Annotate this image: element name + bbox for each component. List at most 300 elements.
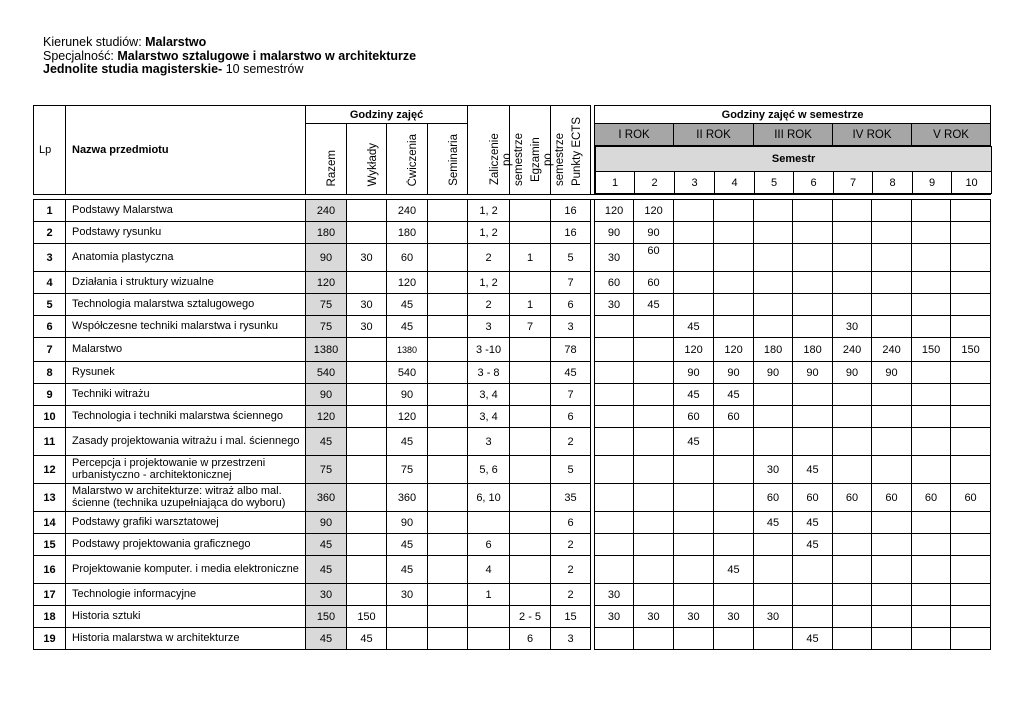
semester-hours-3 — [674, 534, 714, 556]
semester-hours-7 — [833, 512, 872, 534]
semester-hours-4 — [714, 294, 754, 316]
hours-total: 90 — [306, 512, 347, 534]
hours-exercises — [387, 606, 428, 628]
subject-name: Technologia i techniki malarstwa ściennego — [66, 406, 306, 428]
hours-lectures: 30 — [347, 244, 387, 272]
hours-lectures: 30 — [347, 316, 387, 338]
semester-hours-7: 240 — [833, 338, 872, 362]
semester-number-10: 10 — [952, 172, 992, 194]
semester-hours-4: 45 — [714, 384, 754, 406]
credit-semester — [468, 628, 510, 650]
row-number: 11 — [34, 428, 66, 456]
semester-hours-6 — [793, 294, 833, 316]
ects-points: 35 — [551, 484, 591, 512]
semester-hours-9 — [912, 584, 951, 606]
year-2-header: II ROK — [674, 124, 754, 146]
subject-name: Podstawy Malarstwa — [66, 200, 306, 222]
hours-total: 45 — [306, 556, 347, 584]
semestr-label: Semestr — [596, 147, 992, 172]
hours-total: 45 — [306, 534, 347, 556]
ects-points: 16 — [551, 222, 591, 244]
hours-total: 90 — [306, 244, 347, 272]
row-number: 17 — [34, 584, 66, 606]
table-row — [34, 456, 991, 484]
credit-semester: 3, 4 — [468, 406, 510, 428]
table-row — [34, 222, 991, 244]
semester-hours-2 — [634, 628, 674, 650]
hours-exercises — [387, 628, 428, 650]
hours-exercises: 540 — [387, 362, 428, 384]
hours-exercises: 180 — [387, 222, 428, 244]
semester-hours-5 — [754, 428, 793, 456]
semester-hours-5 — [754, 272, 793, 294]
table-row — [34, 316, 991, 338]
ects-points: 5 — [551, 456, 591, 484]
semester-number-8: 8 — [873, 172, 913, 194]
semester-hours-3 — [674, 556, 714, 584]
hours-exercises: 60 — [387, 244, 428, 272]
wyklady-header — [347, 124, 387, 195]
semester-hours-9 — [912, 272, 951, 294]
row-number: 6 — [34, 316, 66, 338]
row-number: 18 — [34, 606, 66, 628]
semester-hours-5 — [754, 244, 793, 272]
semester-hours-5: 180 — [754, 338, 793, 362]
seminaria-label: Seminaria — [447, 134, 460, 186]
semester-hours-10 — [951, 244, 991, 272]
hours-lectures — [347, 556, 387, 584]
ects-points: 7 — [551, 272, 591, 294]
semester-hours-6: 45 — [793, 628, 833, 650]
row-number: 13 — [34, 484, 66, 512]
ects-points: 3 — [551, 628, 591, 650]
semester-hours-3: 120 — [674, 338, 714, 362]
semester-hours-3 — [674, 244, 714, 272]
wyklady-label: Wykłady — [366, 142, 379, 186]
semester-hours-1: 90 — [595, 222, 634, 244]
semester-hours-4 — [714, 200, 754, 222]
razem-header — [306, 124, 347, 195]
semester-hours-3 — [674, 628, 714, 650]
semester-hours-6 — [793, 428, 833, 456]
semester-hours-4 — [714, 484, 754, 512]
semester-hours-2: 90 — [634, 222, 674, 244]
lp-header: Lp — [34, 106, 66, 195]
semester-hours-7 — [833, 456, 872, 484]
semester-hours-5 — [754, 406, 793, 428]
semester-hours-7 — [833, 384, 872, 406]
semester-hours-7 — [833, 628, 872, 650]
semester-hours-10 — [951, 200, 991, 222]
hours-exercises: 1380 — [387, 338, 428, 362]
semester-hours-3 — [674, 272, 714, 294]
semester-hours-10 — [951, 406, 991, 428]
semester-hours-1 — [595, 338, 634, 362]
hours-exercises: 45 — [387, 294, 428, 316]
year-5-header: V ROK — [912, 124, 991, 146]
subject-name: Podstawy projektowania graficznego — [66, 534, 306, 556]
credit-semester: 3 -10 — [468, 338, 510, 362]
hours-lectures — [347, 272, 387, 294]
semester-hours-5: 60 — [754, 484, 793, 512]
semester-hours-6 — [793, 316, 833, 338]
semester-hours-9 — [912, 512, 951, 534]
semester-hours-5: 30 — [754, 456, 793, 484]
hours-seminars — [428, 272, 468, 294]
semester-number-2: 2 — [635, 172, 675, 194]
semester-hours-4: 45 — [714, 556, 754, 584]
semester-hours-7: 60 — [833, 484, 872, 512]
ects-points: 6 — [551, 294, 591, 316]
semester-hours-6 — [793, 384, 833, 406]
hours-lectures — [347, 338, 387, 362]
semester-hours-2 — [634, 456, 674, 484]
ects-points: 15 — [551, 606, 591, 628]
semester-hours-8 — [872, 512, 912, 534]
semester-hours-9 — [912, 406, 951, 428]
table-row — [34, 294, 991, 316]
ects-points: 2 — [551, 556, 591, 584]
hours-lectures: 150 — [347, 606, 387, 628]
semester-number-6: 6 — [794, 172, 834, 194]
semester-hours-10 — [951, 606, 991, 628]
semester-number-9: 9 — [913, 172, 952, 194]
hours-total: 90 — [306, 384, 347, 406]
semester-hours-5 — [754, 628, 793, 650]
credit-semester: 6, 10 — [468, 484, 510, 512]
semester-hours-8 — [872, 534, 912, 556]
semester-hours-6 — [793, 200, 833, 222]
semester-hours-7 — [833, 534, 872, 556]
semester-hours-7 — [833, 584, 872, 606]
semester-hours-7: 90 — [833, 362, 872, 384]
table-row — [34, 556, 991, 584]
row-number: 2 — [34, 222, 66, 244]
subject-name: Działania i struktury wizualne — [66, 272, 306, 294]
semester-hours-10 — [951, 222, 991, 244]
semester-hours-8 — [872, 272, 912, 294]
semester-hours-8 — [872, 316, 912, 338]
semester-hours-1 — [595, 384, 634, 406]
exam-semester — [510, 272, 551, 294]
hours-lectures: 45 — [347, 628, 387, 650]
hours-exercises: 240 — [387, 200, 428, 222]
semester-number-5: 5 — [755, 172, 794, 194]
semester-hours-10 — [951, 428, 991, 456]
row-number: 8 — [34, 362, 66, 384]
semester-hours-4 — [714, 534, 754, 556]
semester-hours-9 — [912, 606, 951, 628]
exam-semester — [510, 512, 551, 534]
hours-lectures — [347, 584, 387, 606]
semester-hours-3 — [674, 584, 714, 606]
hours-seminars — [428, 244, 468, 272]
semester-hours-2 — [634, 484, 674, 512]
semester-hours-4: 30 — [714, 606, 754, 628]
credit-semester: 3 — [468, 316, 510, 338]
semester-hours-6: 60 — [793, 484, 833, 512]
credit-semester: 1, 2 — [468, 272, 510, 294]
credit-semester: 1 — [468, 584, 510, 606]
table-row — [34, 244, 991, 272]
hours-total: 45 — [306, 628, 347, 650]
subject-name: Historia sztuki — [66, 606, 306, 628]
semester-hours-5: 90 — [754, 362, 793, 384]
semester-hours-1 — [595, 456, 634, 484]
hours-seminars — [428, 606, 468, 628]
semester-hours-9 — [912, 294, 951, 316]
hours-seminars — [428, 362, 468, 384]
semester-hours-9 — [912, 200, 951, 222]
semester-hours-3 — [674, 200, 714, 222]
ects-points: 5 — [551, 244, 591, 272]
subject-name: Technologia malarstwa sztalugowego — [66, 294, 306, 316]
subject-name: Techniki witrażu — [66, 384, 306, 406]
ects-points: 3 — [551, 316, 591, 338]
semester-hours-3: 30 — [674, 606, 714, 628]
credit-semester — [468, 606, 510, 628]
hours-exercises: 75 — [387, 456, 428, 484]
ects-points: 6 — [551, 512, 591, 534]
hours-seminars — [428, 406, 468, 428]
semester-hours-4 — [714, 628, 754, 650]
table-row — [34, 606, 991, 628]
semester-hours-1 — [595, 406, 634, 428]
semester-hours-10 — [951, 272, 991, 294]
semester-hours-3: 45 — [674, 316, 714, 338]
subject-name-header: Nazwa przedmiotu — [66, 106, 306, 195]
semester-hours-4 — [714, 428, 754, 456]
specialty — [43, 50, 416, 64]
table-row — [34, 428, 991, 456]
table-row — [34, 200, 991, 222]
semester-hours-1: 30 — [595, 294, 634, 316]
hours-exercises: 90 — [387, 384, 428, 406]
exam-semester — [510, 484, 551, 512]
subject-name: Podstawy rysunku — [66, 222, 306, 244]
row-number: 4 — [34, 272, 66, 294]
egzamin-label: Egzamin po semestrze — [530, 132, 567, 186]
semester-hours-2: 60 — [634, 244, 674, 272]
hours-lectures — [347, 456, 387, 484]
subject-name: Malarstwo w architekturze: witraż albo mal. ścienne (technika uzupełniająca do wyboru) — [66, 484, 306, 512]
exam-semester: 6 — [510, 628, 551, 650]
field-of-study-value: Malarstwo — [145, 35, 207, 49]
hours-lectures — [347, 222, 387, 244]
semester-hours-header: Godziny zajęć w semestrze — [595, 106, 991, 124]
semester-hours-2 — [634, 584, 674, 606]
hours-lectures — [347, 534, 387, 556]
subject-name: Współczesne techniki malarstwa i rysunku — [66, 316, 306, 338]
document-header — [43, 36, 416, 77]
semester-hours-5: 30 — [754, 606, 793, 628]
ects-points: 6 — [551, 406, 591, 428]
credit-semester: 6 — [468, 534, 510, 556]
table-row — [34, 628, 991, 650]
credit-semester: 2 — [468, 294, 510, 316]
semester-hours-5: 45 — [754, 512, 793, 534]
study-type-label: Jednolite studia magisterskie- — [43, 62, 223, 76]
hours-seminars — [428, 556, 468, 584]
semester-number-4: 4 — [715, 172, 755, 194]
semester-hours-6 — [793, 272, 833, 294]
semester-hours-8: 90 — [872, 362, 912, 384]
semester-hours-9 — [912, 244, 951, 272]
razem-label: Razem — [326, 149, 338, 186]
semester-hours-9 — [912, 456, 951, 484]
seminaria-header — [428, 124, 468, 195]
table-row — [34, 584, 991, 606]
zaliczenie-header — [468, 106, 525, 195]
semester-hours-6 — [793, 244, 833, 272]
semester-hours-5 — [754, 384, 793, 406]
semester-hours-2 — [634, 384, 674, 406]
semester-hours-4: 60 — [714, 406, 754, 428]
exam-semester: 2 - 5 — [510, 606, 551, 628]
hours-seminars — [428, 534, 468, 556]
ects-points: 7 — [551, 384, 591, 406]
semester-hours-9 — [912, 628, 951, 650]
exam-semester — [510, 556, 551, 584]
egzamin-header — [510, 106, 567, 195]
semester-hours-5 — [754, 316, 793, 338]
semester-hours-2 — [634, 362, 674, 384]
semester-hours-10 — [951, 534, 991, 556]
hours-total: 150 — [306, 606, 347, 628]
semester-hours-1 — [595, 534, 634, 556]
year-4-header: IV ROK — [833, 124, 912, 146]
semester-hours-8 — [872, 606, 912, 628]
semester-hours-4 — [714, 316, 754, 338]
semester-number-3: 3 — [675, 172, 715, 194]
subject-name: Podstawy grafiki warsztatowej — [66, 512, 306, 534]
semester-hours-2 — [634, 338, 674, 362]
row-number: 15 — [34, 534, 66, 556]
semester-hours-5 — [754, 222, 793, 244]
hours-seminars — [428, 222, 468, 244]
semester-hours-6: 180 — [793, 338, 833, 362]
semester-hours-1: 120 — [595, 200, 634, 222]
credit-semester: 3 - 8 — [468, 362, 510, 384]
semester-hours-9 — [912, 222, 951, 244]
credit-semester: 3 — [468, 428, 510, 456]
semester-hours-8 — [872, 628, 912, 650]
ects-label: Punkty ECTS — [570, 116, 583, 186]
semester-hours-2 — [634, 316, 674, 338]
row-number: 5 — [34, 294, 66, 316]
hours-total: 120 — [306, 272, 347, 294]
semester-hours-7 — [833, 272, 872, 294]
semester-hours-1 — [595, 484, 634, 512]
semester-hours-10 — [951, 512, 991, 534]
ects-points: 16 — [551, 200, 591, 222]
semester-hours-10 — [951, 556, 991, 584]
subject-name: Technologie informacyjne — [66, 584, 306, 606]
semester-hours-2 — [634, 428, 674, 456]
hours-total: 75 — [306, 294, 347, 316]
semester-hours-6: 45 — [793, 456, 833, 484]
semester-hours-7 — [833, 606, 872, 628]
semester-hours-8 — [872, 244, 912, 272]
semester-hours-8 — [872, 406, 912, 428]
semester-hours-1 — [595, 428, 634, 456]
hours-header: Godziny zajęć — [306, 106, 468, 124]
semester-hours-7 — [833, 222, 872, 244]
semester-hours-5 — [754, 294, 793, 316]
semester-hours-1 — [595, 628, 634, 650]
semester-hours-3: 60 — [674, 406, 714, 428]
specialty-value: Malarstwo sztalugowe i malarstwo w architekturze — [117, 48, 417, 63]
semester-hours-10: 150 — [951, 338, 991, 362]
table-row — [34, 338, 991, 362]
semester-hours-6: 90 — [793, 362, 833, 384]
semester-hours-3 — [674, 484, 714, 512]
hours-seminars — [428, 200, 468, 222]
semester-hours-4 — [714, 244, 754, 272]
semester-hours-9 — [912, 556, 951, 584]
subject-name: Rysunek — [66, 362, 306, 384]
subject-name: Zasady projektowania witrażu i mal. ściennego — [66, 428, 306, 456]
zaliczenie-label: Zaliczenie po semestrze — [488, 132, 525, 186]
semester-hours-4 — [714, 512, 754, 534]
hours-seminars — [428, 384, 468, 406]
hours-total: 1380 — [306, 338, 347, 362]
semester-hours-2: 45 — [634, 294, 674, 316]
credit-semester: 5, 6 — [468, 456, 510, 484]
table-row — [34, 484, 991, 512]
semester-hours-8: 240 — [872, 338, 912, 362]
semester-hours-3 — [674, 222, 714, 244]
hours-seminars — [428, 584, 468, 606]
hours-total: 540 — [306, 362, 347, 384]
semester-hours-10 — [951, 584, 991, 606]
cwiczenia-header — [387, 124, 428, 195]
semester-hours-1 — [595, 362, 634, 384]
semester-hours-10 — [951, 316, 991, 338]
ects-points: 78 — [551, 338, 591, 362]
ects-points: 45 — [551, 362, 591, 384]
table-row — [34, 362, 991, 384]
semester-hours-1 — [595, 316, 634, 338]
hours-seminars — [428, 628, 468, 650]
semester-hours-2: 120 — [634, 200, 674, 222]
semester-hours-2 — [634, 534, 674, 556]
semester-hours-10 — [951, 628, 991, 650]
semester-hours-1: 60 — [595, 272, 634, 294]
hours-exercises: 45 — [387, 316, 428, 338]
semester-hours-5 — [754, 556, 793, 584]
semester-hours-3: 45 — [674, 428, 714, 456]
semester-hours-10 — [951, 294, 991, 316]
hours-lectures — [347, 484, 387, 512]
semester-hours-7 — [833, 294, 872, 316]
hours-lectures — [347, 200, 387, 222]
table-row — [34, 272, 991, 294]
semester-hours-2: 30 — [634, 606, 674, 628]
semester-hours-6 — [793, 222, 833, 244]
semester-hours-2: 60 — [634, 272, 674, 294]
semester-hours-9 — [912, 362, 951, 384]
semester-hours-8 — [872, 428, 912, 456]
semester-hours-9 — [912, 428, 951, 456]
hours-seminars — [428, 294, 468, 316]
semester-hours-7: 30 — [833, 316, 872, 338]
hours-exercises: 30 — [387, 584, 428, 606]
hours-total: 75 — [306, 316, 347, 338]
hours-lectures — [347, 428, 387, 456]
semester-hours-6 — [793, 556, 833, 584]
semester-hours-4 — [714, 584, 754, 606]
